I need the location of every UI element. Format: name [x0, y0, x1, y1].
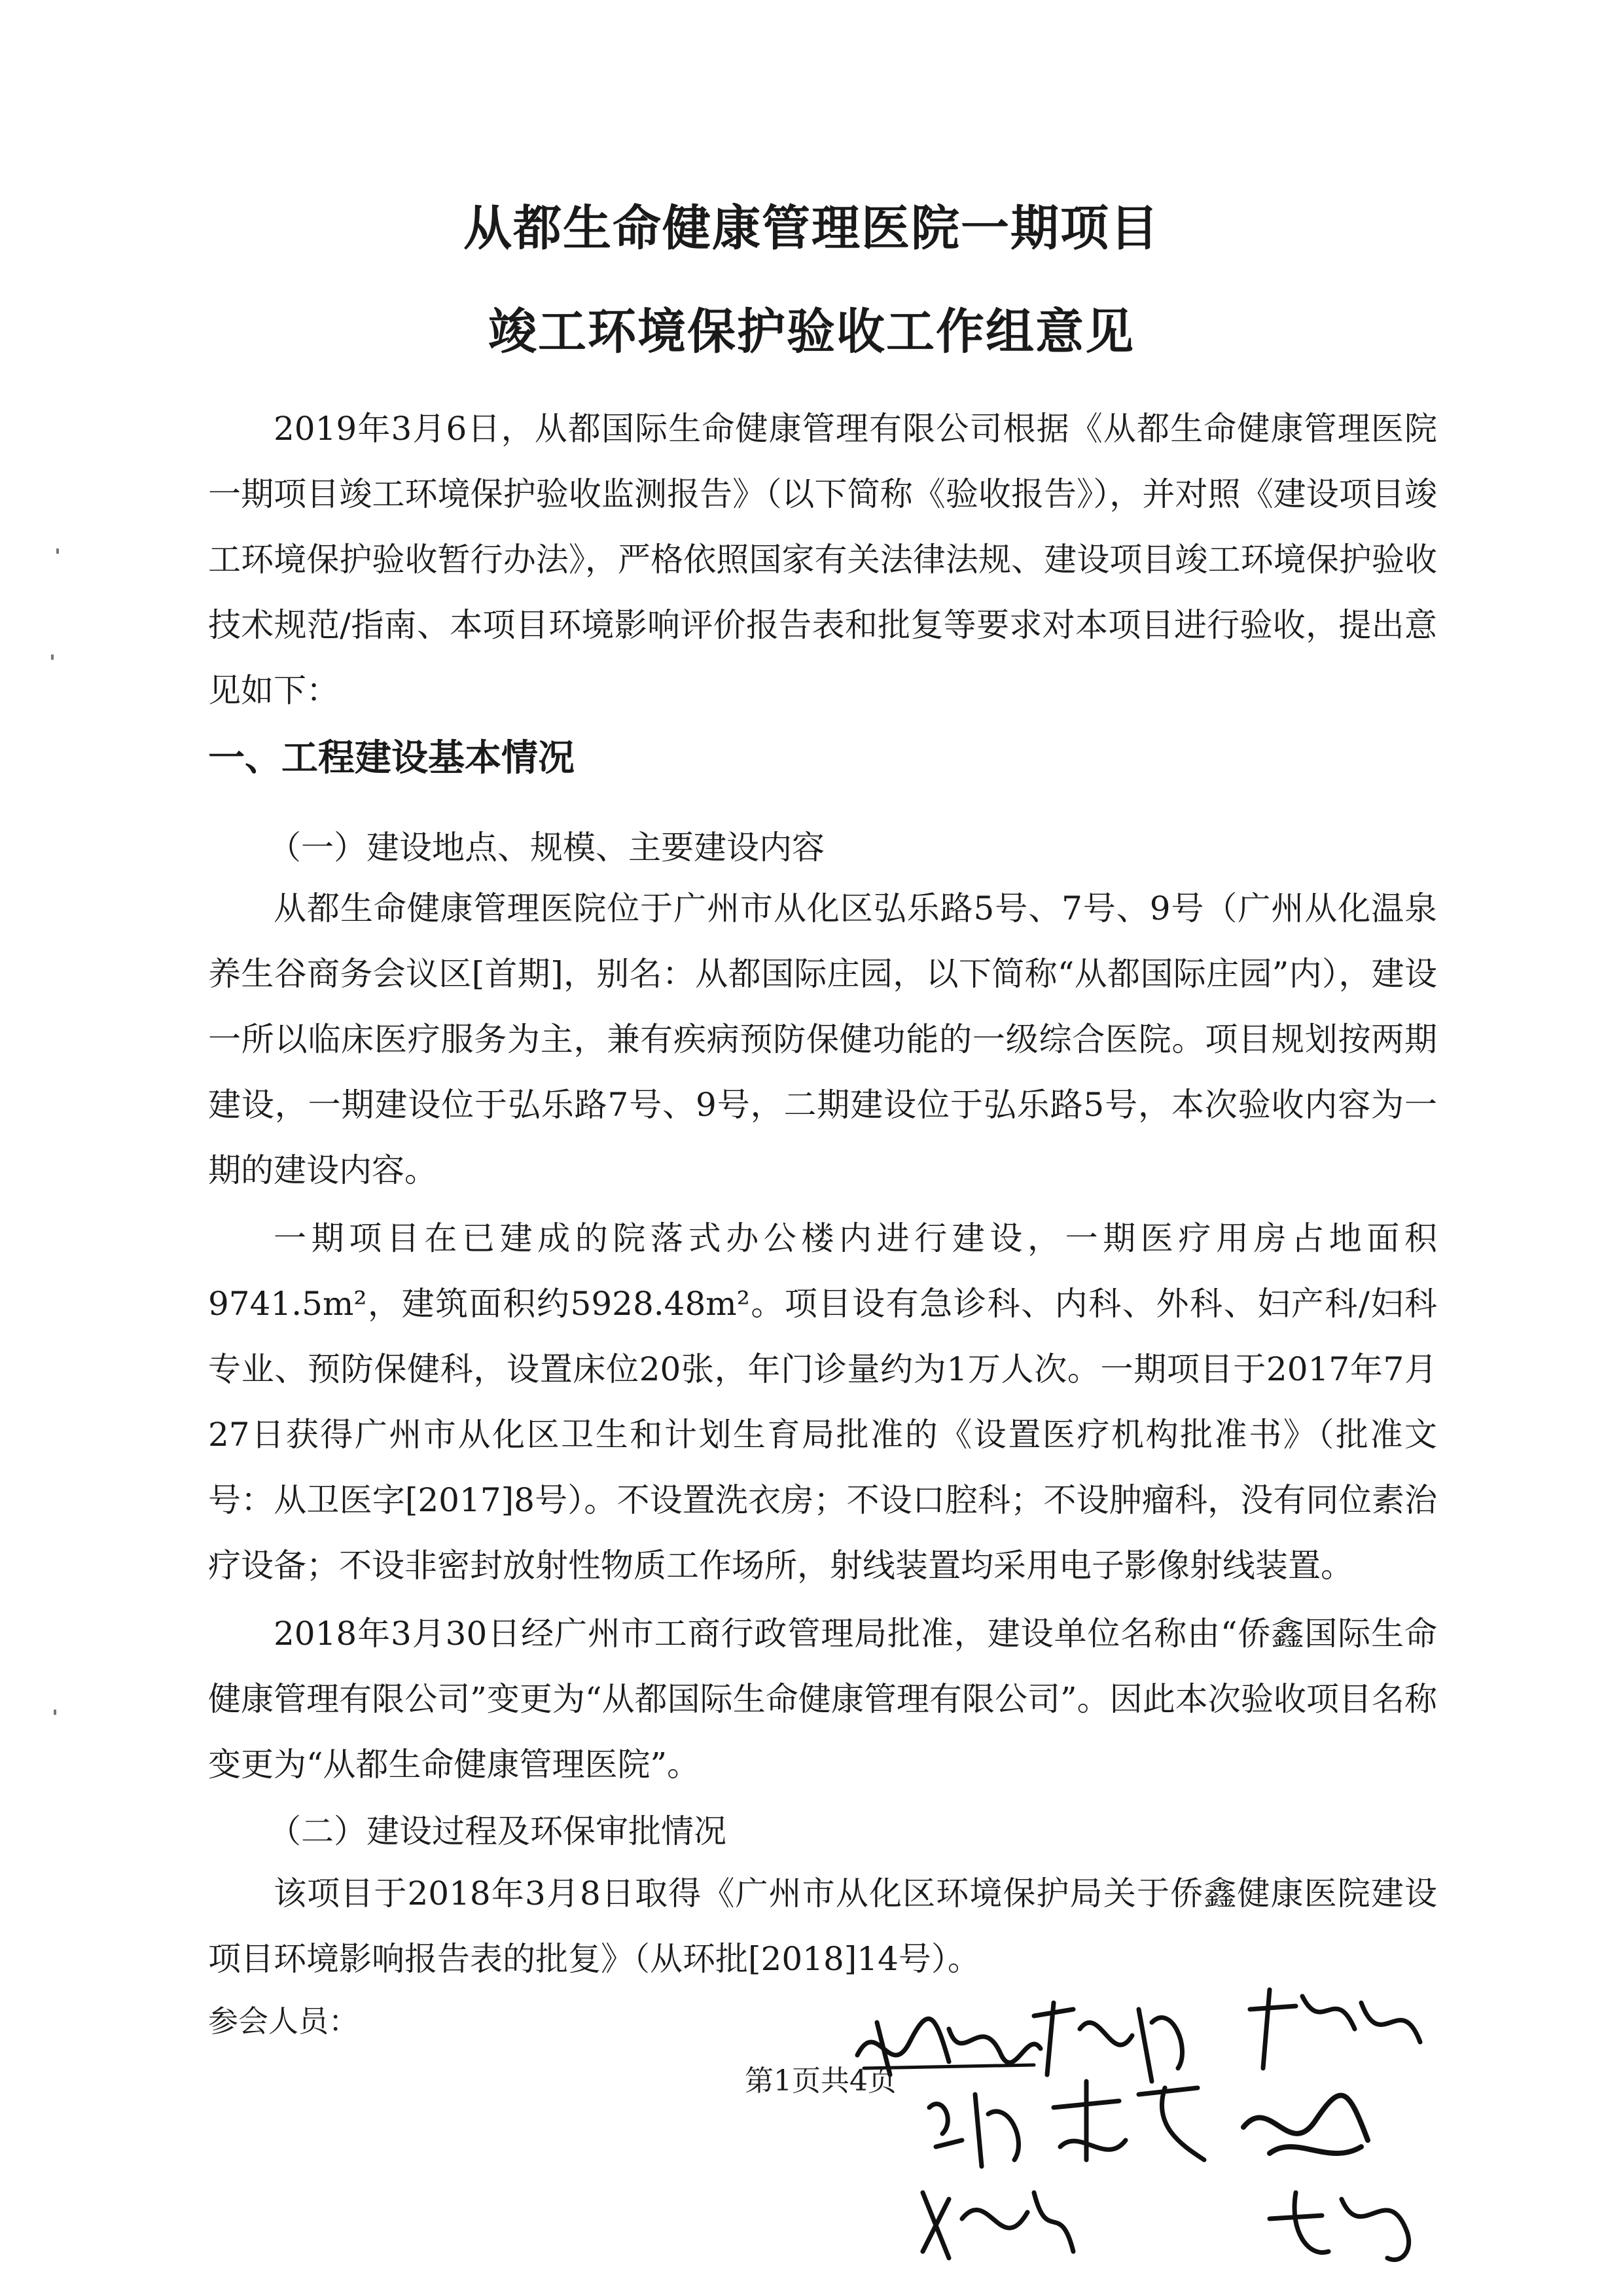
page-number-footer: 第1页共4页: [745, 2064, 897, 2098]
signature-5: [1041, 2068, 1211, 2173]
attendees-label: 参会人员：: [208, 2003, 359, 2039]
signature-8: [1257, 2173, 1427, 2271]
rename-paragraph: 2018年3月30日经广州市工商行政管理局批准，建设单位名称由“侨鑫国际生命健康管理有限公司”变更为“从都国际生命健康管理有限公司”。因此本次验收项目名称变更为“从都生命健康管理医院”。: [208, 1615, 1437, 1784]
signature-6: [1230, 2068, 1381, 2173]
subsection-heading-2: （二）建设过程及环保审批情况: [268, 1812, 726, 1850]
signature-3: [1237, 1977, 1433, 2081]
document-title-line-2: 竣工环境保护验收工作组意见: [488, 304, 1135, 360]
scan-speck: [51, 655, 54, 660]
intro-paragraph: 2019年3月6日，从都国际生命健康管理有限公司根据《从都生命健康管理医院一期项目竣工环境保护验收监测报告》（以下简称《验收报告》），并对照《建设项目竣工环境保护验收暂行办法》，严格依照国家有关法律法规、建设项目竣工环境保护验收技术规范/指南、本项目环境影响评价报告表和批复等要求对本项目进行验收，提出意见如下：: [208, 410, 1437, 709]
scan-speck: [56, 548, 59, 554]
scan-speck: [54, 1710, 56, 1715]
document-title-line-1: 从都生命健康管理医院一期项目: [463, 200, 1160, 257]
location-paragraph: 从都生命健康管理医院位于广州市从化区弘乐路5号、7号、9号（广州从化温泉养生谷商务会议区[首期]，别名：从都国际庄园，以下简称“从都国际庄园”内），建设一所以临床医疗服务为主，兼有疾病预防保健功能的一级综合医院。项目规划按两期建设，一期建设位于弘乐路7号、9号，二期建设位于弘乐路5号，本次验收内容为一期的建设内容。: [208, 889, 1437, 1189]
signature-4: [916, 2081, 1034, 2173]
scale-paragraph: 一期项目在已建成的院落式办公楼内进行建设，一期医疗用房占地面积9741.5m²，建筑面积约5928.48m²。项目设有急诊科、内科、外科、妇产科/妇科专业、预防保健科，设置床位20张，年门诊量约为1万人次。一期项目于2017年7月27日获得广州市从化区卫生和计划生育局批准的《设置医疗机构批准书》（批准文号：从卫医字[2017]8号）。不设置洗衣房；不设口腔科；不设肿瘤科，没有同位素治疗设备；不设非密封放射性物质工作场所，射线装置均采用电子影像射线装置。: [208, 1219, 1437, 1585]
signature-7: [910, 2173, 1080, 2271]
subsection-heading-1: （一）建设地点、规模、主要建设内容: [268, 829, 825, 867]
section-heading-1: 一、工程建设基本情况: [208, 736, 575, 780]
approval-paragraph: 该项目于2018年3月8日取得《广州市从化区环境保护局关于侨鑫健康医院建设项目环境影响报告表的批复》（从环批[2018]14号）。: [208, 1874, 1437, 1978]
